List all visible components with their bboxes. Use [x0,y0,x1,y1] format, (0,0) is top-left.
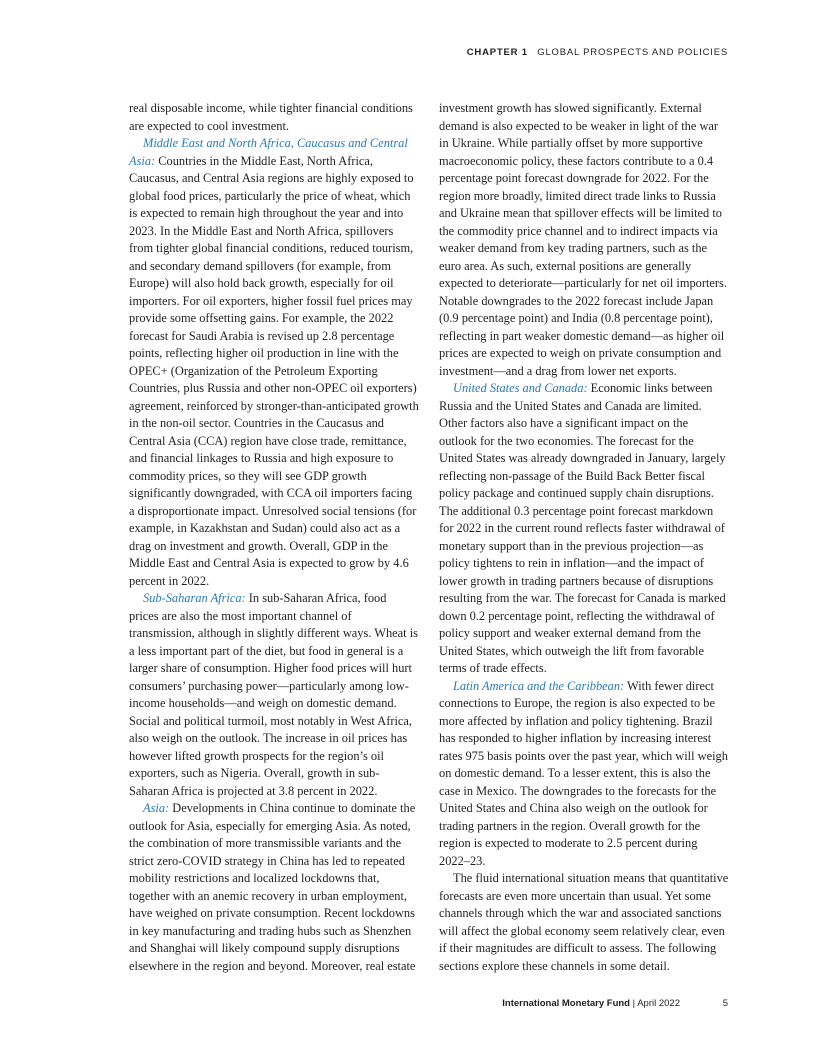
chapter-title: GLOBAL PROSPECTS AND POLICIES [537,47,728,58]
paragraph-sub-saharan-africa [129,590,419,800]
right-column [439,100,729,975]
paragraph-us-canada [439,380,729,678]
paragraph-latin-america [439,678,729,871]
paragraph-conclusion: The fluid international situation means that quantitative forecasts are even more uncertain than usual. Yet some channels through which the war and associated sanctions will affect the global economy seem relatively clear, even if their magnitudes are difficult to assess. The following sections explore these channels in some detail. [439,871,729,973]
subheading-mena-cca: Middle East and North Africa, Caucasus and Central Asia: [129,136,408,168]
subheading-us-canada: United States and Canada: [453,381,588,395]
paragraph-continuation: investment growth has slowed significantly. External demand is also expected to be weaker in light of the war in Ukraine. While partially offset by more supportive macroeconomic policy, these factors contribute to a 0.4 percentage point forecast downgrade for 2022. For the region more broadly, limited direct trade links to Russia and Ukraine mean that spillover effects will be limited to the commodity price channel and to indirect impacts via weaker demand from key trading partners, such as the euro area. As such, external positions are generally expected to deteriorate—particularly for net oil importers. Notable downgrades to the 2022 forecast include Japan (0.9 percentage point) and India (0.8 percentage point), reflecting in part weaker domestic demand—as higher oil prices are expected to weigh on private consumption and investment—and a drag from lower net exports. [439,101,727,378]
page-number: 5 [722,998,728,1009]
subheading-latin-america: Latin America and the Caribbean: [453,678,625,693]
footer-date: April 2022 [637,998,680,1009]
subheading-asia: Asia: [143,801,170,815]
subheading-sub-saharan-africa: Sub-Saharan Africa: [143,591,246,605]
paragraph-text: In sub-Saharan Africa, food prices are also the most important channel of transmission, although in slightly different ways. Wheat is a less important part of the diet, but food in general is a larger share of consumption. Higher food prices will hurt consumers’ purchasing power—particularly among low-income households—and weigh on domestic demand. Social and political turmoil, most notably in West Africa, also weigh on the outlook. The increase in oil prices has however lifted growth prospects for the region’s oil exporters, such as Nigeria. Overall, growth in sub-Saharan Africa is projected at 3.8 percent in 2022. [129,591,418,798]
paragraph-text: With fewer direct connections to Europe, the region is also expected to be more affected by inflation and policy tightening. Brazil has responded to higher inflation by increasing interest rates 975 basis points over the past year, which will weigh on domestic demand. To a lesser extent, this is also the case in Mexico. The downgrades to the forecasts for the United States and China also weigh on the outlook for trading partners in the region. Overall growth for the region is expected to moderate to 2.5 percent during 2022–23. [439,678,728,868]
paragraph-text: Economic links between Russia and the United States and Canada are limited. Other factors also have a significant impact on the outlook for the two economies. The forecast for the United States was already downgraded in January, largely reflecting non-passage of the Build Back Better fiscal policy package and continued supply chain disruptions. The additional 0.3 percentage point forecast markdown for 2022 in the current round reflects faster withdrawal of monetary support than in the previous projection—as policy tightens to rein in inflation—and the impact of lower growth in trading partners because of disruptions resulting from the war. The forecast for Canada is marked down 0.2 percentage point, reflecting the withdrawal of policy support and weaker external demand from the United States, which outweigh the lift from favorable terms of trade effects. [439,381,726,675]
paragraph-continuation: real disposable income, while tighter financial conditions are expected to cool investment. [129,101,413,133]
footer-separator: | [629,998,638,1009]
footer-source [502,998,680,1009]
footer-publisher: International Monetary Fund [502,998,630,1009]
paragraph-text: Developments in China continue to dominate the outlook for Asia, especially for emerging Asia. As noted, the combination of more transmissible variants and the strict zero-COVID strategy in China has led to repeated mobility restrictions and localized lockdowns that, together with an anemic recovery in urban employment, have weighed on private consumption. Recent lockdowns in key manufacturing and trading hubs such as Shenzhen and Shanghai will likely compound supply disruptions elsewhere in the region and beyond. Moreover, real estate [129,801,416,973]
paragraph-text: Countries in the Middle East, North Africa, Caucasus, and Central Asia regions are highly exposed to global food prices, particularly the price of wheat, which is expected to remain high throughout the year and into 2023. In the Middle East and North Africa, spillovers from tighter global financial conditions, reduced tourism, and secondary demand spillovers (for example, from Europe) will also hold back growth, especially for oil importers. For oil exporters, higher fossil fuel prices may provide some offsetting gains. For example, the 2022 forecast for Saudi Arabia is revised up 2.8 percentage points, reflecting higher oil production in line with the OPEC+ (Organization of the Petroleum Exporting Countries, plus Russia and other non-OPEC oil exporters) agreement, reinforced by stronger-than-anticipated growth in the non-oil sector. Countries in the Caucasus and Central Asia (CCA) region have close trade, remittance, and financial linkages to Russia and high exposure to commodity prices, so they will see GDP growth significantly downgraded, with CCA oil importers facing a disproportionate impact. Unresolved social tensions (for example, in Kazakhstan and Sudan) could also act as a drag on investment and growth. Overall, GDP in the Middle East and Central Asia is expected to grow by 4.6 percent in 2022. [129,153,419,588]
paragraph-asia [129,800,419,975]
chapter-label: CHAPTER 1 [466,47,528,58]
paragraph-mena-cca [129,135,419,590]
left-column [129,100,419,975]
running-header [467,47,728,58]
